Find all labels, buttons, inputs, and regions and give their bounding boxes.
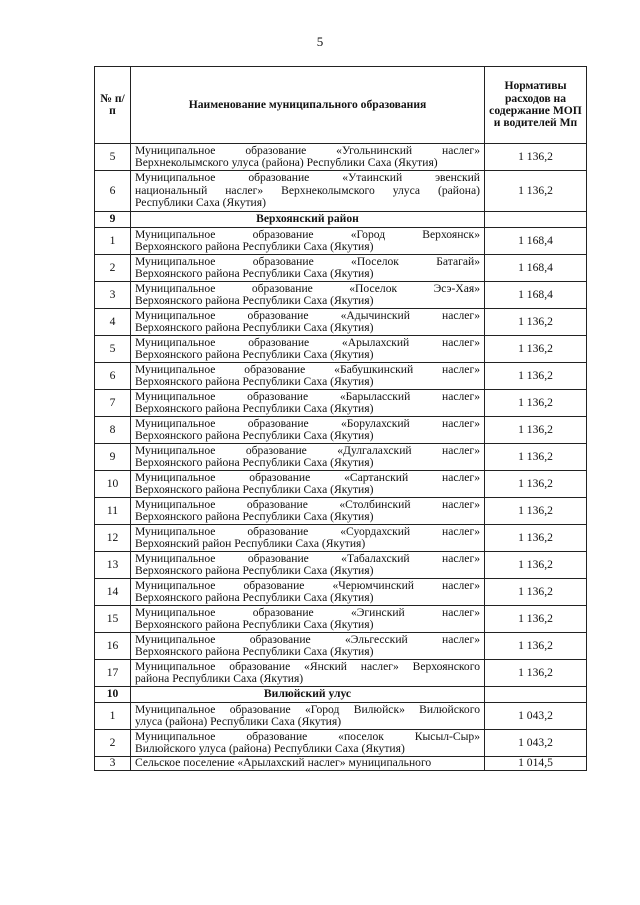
- section-value-empty: [485, 212, 587, 228]
- name-line: Верхоянского района Республики Саха (Якутия): [135, 645, 374, 658]
- section-title: Верхоянский район: [131, 212, 485, 228]
- row-number: 13: [95, 552, 131, 579]
- name-line: Муниципальное образование «Борулахский наслег»: [135, 416, 480, 430]
- name-line: Верхоянского района Республики Саха (Якутия): [135, 618, 374, 631]
- row-number: 4: [95, 309, 131, 336]
- row-number: 16: [95, 633, 131, 660]
- municipality-name: [131, 171, 485, 212]
- name-line: Верхоянского района Республики Саха (Якутия): [135, 267, 374, 280]
- table-row: [95, 444, 587, 471]
- row-number: 11: [95, 498, 131, 525]
- name-line: Муниципальное образование «Арылахский наслег»: [135, 335, 480, 349]
- table-row: [95, 171, 587, 212]
- row-number: 3: [95, 757, 131, 771]
- table-row: [95, 144, 587, 171]
- section-row: [95, 687, 587, 703]
- municipality-name: [131, 579, 485, 606]
- norm-value: 1 168,4: [485, 228, 587, 255]
- table-header-row: [95, 67, 587, 144]
- name-line: Муниципальное образование «Город Вилюйск» Вилюйского: [135, 702, 480, 716]
- name-line: Муниципальное образование «Дулгалахский наслег»: [135, 443, 480, 457]
- name-line: Вилюйского улуса (района) Республики Саха (Якутия): [135, 742, 405, 755]
- municipality-name: [131, 144, 485, 171]
- name-line: Верхоянского района Республики Саха (Якутия): [135, 429, 374, 442]
- norm-value: 1 136,2: [485, 498, 587, 525]
- name-line: улуса (района) Республики Саха (Якутия): [135, 715, 342, 728]
- municipality-name: [131, 309, 485, 336]
- table-row: [95, 363, 587, 390]
- table-row: [95, 552, 587, 579]
- municipality-name: [131, 444, 485, 471]
- name-line: Муниципальное образование «Эгинский наслег»: [135, 605, 480, 619]
- row-number: 17: [95, 660, 131, 687]
- norm-value: 1 136,2: [485, 417, 587, 444]
- norm-value: 1 136,2: [485, 144, 587, 171]
- name-line: Муниципальное образование «Барыласский наслег»: [135, 389, 480, 403]
- row-number: 12: [95, 525, 131, 552]
- norms-table: [94, 66, 587, 771]
- name-line: Муниципальное образование «поселок Кысыл-Сыр»: [135, 729, 480, 743]
- row-number: 9: [95, 444, 131, 471]
- norm-value: 1 136,2: [485, 633, 587, 660]
- table-row: [95, 498, 587, 525]
- name-line: Муниципальное образование «Утаинский эвенский: [135, 171, 480, 185]
- municipality-name: [131, 282, 485, 309]
- table-row: [95, 390, 587, 417]
- row-number: 7: [95, 390, 131, 417]
- name-line: Верхоянского района Республики Саха (Якутия): [135, 240, 374, 253]
- name-line: Верхнеколымского улуса (района) Республики Саха (Якутия): [135, 156, 438, 169]
- municipality-name: [131, 606, 485, 633]
- row-number: 14: [95, 579, 131, 606]
- name-line: Муниципальное образование «Сартанский наслег»: [135, 470, 480, 484]
- table-row: [95, 336, 587, 363]
- section-title: Вилюйский улус: [131, 687, 485, 703]
- name-line: Сельское поселение «Арылахский наслег» муниципального: [135, 756, 432, 769]
- norm-value: 1 136,2: [485, 552, 587, 579]
- norm-value: 1 136,2: [485, 363, 587, 390]
- norm-value: 1 136,2: [485, 336, 587, 363]
- table-row: [95, 606, 587, 633]
- name-line: Верхоянского района Республики Саха (Якутия): [135, 483, 374, 496]
- table-row: [95, 757, 587, 771]
- municipality-name: [131, 498, 485, 525]
- section-number: 10: [95, 687, 131, 703]
- row-number: 5: [95, 144, 131, 171]
- table-row: [95, 633, 587, 660]
- norm-value: 1 043,2: [485, 730, 587, 757]
- table-row: [95, 255, 587, 282]
- municipality-name: [131, 525, 485, 552]
- section-row: [95, 212, 587, 228]
- row-number: 10: [95, 471, 131, 498]
- row-number: 1: [95, 228, 131, 255]
- municipality-name: [131, 757, 485, 771]
- table-row: [95, 703, 587, 730]
- table-row: [95, 660, 587, 687]
- table-row: [95, 282, 587, 309]
- table-row: [95, 228, 587, 255]
- row-number: 3: [95, 282, 131, 309]
- municipality-name: [131, 703, 485, 730]
- table-row: [95, 417, 587, 444]
- row-number: 6: [95, 171, 131, 212]
- name-line: Верхоянского района Республики Саха (Якутия): [135, 456, 374, 469]
- table-body: [95, 144, 587, 771]
- header-num: № п/п: [95, 67, 131, 144]
- row-number: 5: [95, 336, 131, 363]
- table-row: [95, 730, 587, 757]
- name-line: Муниципальное образование «Черюмчинский наслег»: [135, 578, 480, 592]
- name-line: Муниципальное образование «Адычинский наслег»: [135, 308, 480, 322]
- name-line: национальный наслег» Верхнеколымского улуса (района): [135, 183, 480, 197]
- row-number: 8: [95, 417, 131, 444]
- norm-value: 1 136,2: [485, 390, 587, 417]
- name-line: Муниципальное образование «Столбинский наслег»: [135, 497, 480, 511]
- name-line: Республики Саха (Якутия): [135, 196, 266, 210]
- municipality-name: [131, 660, 485, 687]
- name-line: Муниципальное образование «Город Верхоянск»: [135, 227, 480, 241]
- norm-value: 1 014,5: [485, 757, 587, 771]
- norm-value: 1 136,2: [485, 606, 587, 633]
- name-line: Верхоянского района Республики Саха (Якутия): [135, 564, 374, 577]
- name-line: Муниципальное образование «Бабушкинский наслег»: [135, 362, 480, 376]
- header-value: Нормативы расходов на содержание МОП и водителей Мп: [485, 67, 587, 144]
- name-line: Верхоянского района Республики Саха (Якутия): [135, 321, 374, 334]
- row-number: 15: [95, 606, 131, 633]
- name-line: Муниципальное образование «Угольнинский наслег»: [135, 143, 480, 157]
- municipality-name: [131, 417, 485, 444]
- name-line: Муниципальное образование «Поселок Эсэ-Хая»: [135, 281, 480, 295]
- row-number: 1: [95, 703, 131, 730]
- municipality-name: [131, 390, 485, 417]
- row-number: 2: [95, 255, 131, 282]
- name-line: Муниципальное образование «Янский наслег» Верхоянского: [135, 659, 480, 673]
- row-number: 6: [95, 363, 131, 390]
- name-line: района Республики Саха (Якутия): [135, 672, 304, 685]
- name-line: Муниципальное образование «Поселок Батагай»: [135, 254, 480, 268]
- name-line: Муниципальное образование «Эльгесский наслег»: [135, 632, 480, 646]
- name-line: Верхоянского района Республики Саха (Якутия): [135, 591, 374, 604]
- municipality-name: [131, 255, 485, 282]
- header-name: Наименование муниципального образования: [131, 67, 485, 144]
- municipality-name: [131, 363, 485, 390]
- table-row: [95, 471, 587, 498]
- municipality-name: [131, 336, 485, 363]
- norm-value: 1 136,2: [485, 579, 587, 606]
- name-line: Верхоянский район Республики Саха (Якутия): [135, 537, 366, 550]
- norm-value: 1 136,2: [485, 525, 587, 552]
- municipality-name: [131, 730, 485, 757]
- name-line: Верхоянского района Республики Саха (Якутия): [135, 294, 374, 307]
- name-line: Верхоянского района Республики Саха (Якутия): [135, 402, 374, 415]
- name-line: Верхоянского района Республики Саха (Якутия): [135, 348, 374, 361]
- norm-value: 1 168,4: [485, 282, 587, 309]
- section-number: 9: [95, 212, 131, 228]
- municipality-name: [131, 228, 485, 255]
- table-row: [95, 309, 587, 336]
- norm-value: 1 136,2: [485, 444, 587, 471]
- norm-value: 1 136,2: [485, 309, 587, 336]
- municipality-name: [131, 552, 485, 579]
- norm-value: 1 136,2: [485, 660, 587, 687]
- norm-value: 1 136,2: [485, 171, 587, 212]
- page-number: 5: [316, 34, 324, 49]
- table-row: [95, 525, 587, 552]
- section-value-empty: [485, 687, 587, 703]
- table-row: [95, 579, 587, 606]
- norm-value: 1 043,2: [485, 703, 587, 730]
- norm-value: 1 168,4: [485, 255, 587, 282]
- municipality-name: [131, 471, 485, 498]
- row-number: 2: [95, 730, 131, 757]
- name-line: Верхоянского района Республики Саха (Якутия): [135, 510, 374, 523]
- name-line: Муниципальное образование «Суордахский наслег»: [135, 524, 480, 538]
- name-line: Муниципальное образование «Табалахский наслег»: [135, 551, 480, 565]
- norm-value: 1 136,2: [485, 471, 587, 498]
- name-line: Верхоянского района Республики Саха (Якутия): [135, 375, 374, 388]
- municipality-name: [131, 633, 485, 660]
